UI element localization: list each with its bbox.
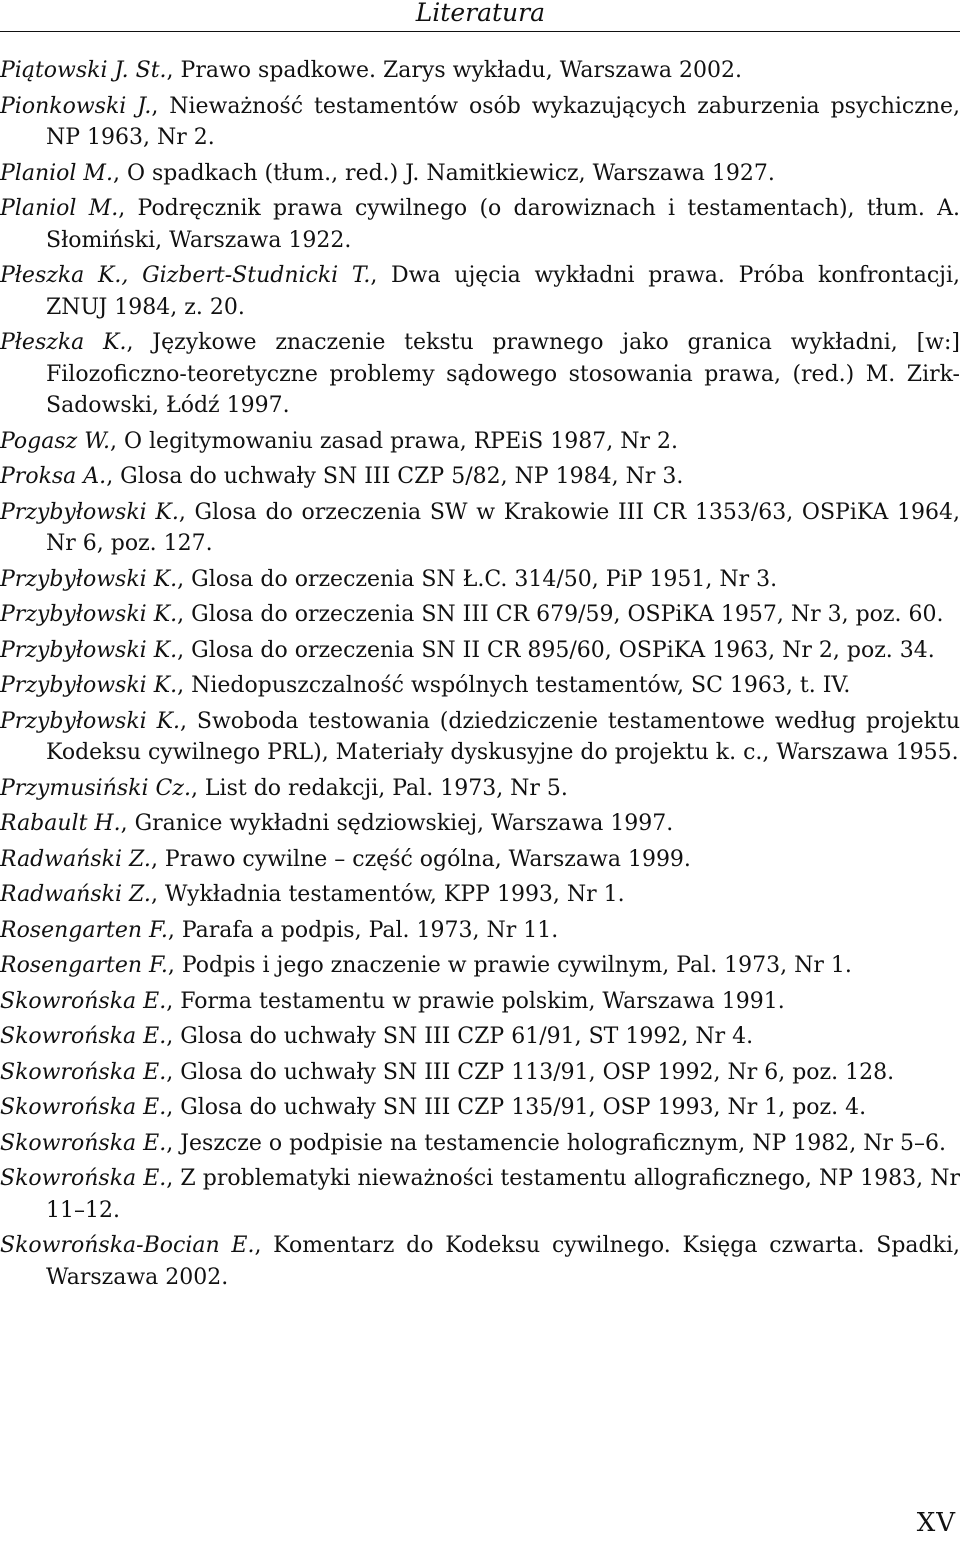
bibliography-entry bbox=[0, 564, 960, 596]
entry-author: Skowrońska E. bbox=[0, 1024, 167, 1049]
entry-citation: , Językowe znaczenie tekstu prawnego jako granica wykładni, [w:] Filozoficzno-teoretyczne problemy sądowego stosowania prawa, (red.) M. Zirk-Sadowski, Łódź 1997. bbox=[46, 330, 960, 418]
bibliography-entry bbox=[0, 55, 960, 87]
bibliography-list bbox=[0, 55, 960, 1297]
entry-citation: , Granice wykładni sędziowskiej, Warszawa 1997. bbox=[120, 811, 674, 836]
entry-citation: , Glosa do uchwały SN III CZP 113/91, OSP 1992, Nr 6, poz. 128. bbox=[166, 1059, 895, 1085]
entry-citation: , Wykładnia testamentów, KPP 1993, Nr 1. bbox=[150, 882, 625, 907]
bibliography-entry bbox=[0, 461, 960, 493]
entry-citation: , Parafa a podpis, Pal. 1973, Nr 11. bbox=[167, 917, 559, 943]
bibliography-entry bbox=[0, 599, 960, 631]
entry-citation: , Glosa do uchwały SN III CZP 5/82, NP 1984, Nr 3. bbox=[106, 464, 684, 489]
entry-citation: , O legitymowaniu zasad prawa, RPEiS 1987, Nr 2. bbox=[110, 428, 678, 454]
entry-author: Rosengarten F. bbox=[0, 953, 168, 978]
bibliography-entry bbox=[0, 635, 960, 667]
entry-author: Proksa A. bbox=[0, 464, 107, 489]
entry-citation: , Niedopuszczalność wspólnych testamentów, SC 1963, t. IV. bbox=[177, 673, 851, 698]
entry-author: Skowrońska E. bbox=[0, 988, 167, 1014]
entry-author: Przybyłowski K. bbox=[0, 566, 178, 592]
entry-citation: , Glosa do orzeczenia SN II CR 895/60, OSPiKA 1963, Nr 2, poz. 34. bbox=[177, 637, 935, 663]
entry-author: Przybyłowski K. bbox=[0, 708, 181, 734]
header-rule bbox=[0, 31, 960, 32]
entry-citation: , Komentarz do Kodeksu cywilnego. Księga czwarta. Spadki, Warszawa 2002. bbox=[46, 1233, 960, 1290]
entry-citation: , Nieważność testamentów osób wykazujących zaburzenia psychiczne, NP 1963, Nr 2. bbox=[46, 93, 960, 150]
running-head-title: Literatura bbox=[415, 0, 545, 27]
entry-citation: , Swoboda testowania (dziedziczenie testamentowe według projektu Kodeksu cywilnego PRL), Materiały dyskusyjne do projektu k. c., Warszawa 1955. bbox=[46, 708, 960, 765]
entry-author: Rabault H. bbox=[0, 811, 121, 836]
bibliography-entry bbox=[0, 158, 960, 190]
bibliography-entry bbox=[0, 1128, 960, 1160]
bibliography-entry bbox=[0, 950, 960, 982]
entry-author: Przybyłowski K. bbox=[0, 637, 178, 663]
entry-citation: , Podpis i jego znaczenie w prawie cywilnym, Pal. 1973, Nr 1. bbox=[167, 953, 852, 978]
bibliography-entry bbox=[0, 773, 960, 805]
entry-author: Przymusiński Cz. bbox=[0, 775, 191, 801]
bibliography-entry bbox=[0, 260, 960, 323]
entry-citation: , O spadkach (tłum., red.) J. Namitkiewicz, Warszawa 1927. bbox=[112, 160, 775, 186]
entry-author: Płeszka K. bbox=[0, 330, 127, 355]
entry-citation: , Glosa do uchwały SN III CZP 135/91, OSP 1993, Nr 1, poz. 4. bbox=[166, 1095, 867, 1120]
entry-author: Skowrońska E. bbox=[0, 1095, 167, 1120]
entry-author: Przybyłowski K. bbox=[0, 673, 178, 698]
entry-citation: , Dwa ujęcia wykładni prawa. Próba konfrontacji, ZNUJ 1984, z. 20. bbox=[46, 263, 960, 320]
entry-author: Radwański Z. bbox=[0, 846, 151, 872]
entry-citation: , Glosa do orzeczenia SN Ł.C. 314/50, PiP 1951, Nr 3. bbox=[177, 566, 778, 592]
entry-citation: , Jeszcze o podpisie na testamencie holograficznym, NP 1982, Nr 5–6. bbox=[166, 1130, 946, 1156]
entry-author: Piątowski J. St. bbox=[0, 58, 167, 83]
bibliography-entry bbox=[0, 986, 960, 1018]
bibliography-entry bbox=[0, 844, 960, 876]
entry-citation: , Glosa do uchwały SN III CZP 61/91, ST 1992, Nr 4. bbox=[166, 1024, 754, 1049]
bibliography-entry bbox=[0, 497, 960, 560]
entry-citation: , List do redakcji, Pal. 1973, Nr 5. bbox=[190, 775, 568, 801]
bibliography-entry bbox=[0, 879, 960, 911]
entry-citation: , Glosa do orzeczenia SW w Krakowie III CR 1353/63, OSPiKA 1964, Nr 6, poz. 127. bbox=[46, 499, 960, 556]
bibliography-entry bbox=[0, 1092, 960, 1124]
entry-author: Przybyłowski K. bbox=[0, 499, 179, 525]
entry-author: Skowrońska E. bbox=[0, 1059, 167, 1085]
entry-author: Skowrońska E. bbox=[0, 1130, 167, 1156]
entry-author: Pionkowski J. bbox=[0, 93, 152, 119]
entry-citation: , Glosa do orzeczenia SN III CR 679/59, OSPiKA 1957, Nr 3, poz. 60. bbox=[177, 602, 944, 627]
bibliography-entry bbox=[0, 915, 960, 947]
bibliography-entry bbox=[0, 193, 960, 256]
entry-author: Planiol M. bbox=[0, 196, 119, 221]
bibliography-entry bbox=[0, 1021, 960, 1053]
entry-author: Pogasz W. bbox=[0, 428, 110, 454]
entry-author: Radwański Z. bbox=[0, 882, 151, 907]
page-number: XV bbox=[916, 1508, 956, 1538]
entry-author: Planiol M. bbox=[0, 160, 113, 186]
entry-author: Rosengarten F. bbox=[0, 917, 168, 943]
bibliography-entry bbox=[0, 808, 960, 840]
bibliography-entry bbox=[0, 1163, 960, 1226]
entry-citation: , Podręcznik prawa cywilnego (o darowiznach i testamentach), tłum. A. Słomiński, Warszawa 1922. bbox=[46, 196, 960, 253]
bibliography-entry bbox=[0, 1230, 960, 1293]
entry-citation: , Prawo cywilne – część ogólna, Warszawa 1999. bbox=[150, 846, 691, 872]
bibliography-entry bbox=[0, 327, 960, 422]
bibliography-entry bbox=[0, 706, 960, 769]
bibliography-entry bbox=[0, 426, 960, 458]
entry-author: Przybyłowski K. bbox=[0, 602, 178, 627]
entry-citation: , Z problematyki nieważności testamentu allograficznego, NP 1983, Nr 11–12. bbox=[46, 1166, 960, 1223]
running-header bbox=[0, 0, 960, 36]
entry-author: Skowrońska-Bocian E. bbox=[0, 1233, 255, 1258]
entry-author: Płeszka K., Gizbert-Studnicki T. bbox=[0, 263, 371, 288]
bibliography-entry bbox=[0, 91, 960, 154]
entry-author: Skowrońska E. bbox=[0, 1166, 167, 1191]
bibliography-entry bbox=[0, 1057, 960, 1089]
bibliography-entry bbox=[0, 670, 960, 702]
entry-citation: , Prawo spadkowe. Zarys wykładu, Warszawa 2002. bbox=[166, 58, 742, 83]
entry-citation: , Forma testamentu w prawie polskim, Warszawa 1991. bbox=[166, 988, 785, 1014]
